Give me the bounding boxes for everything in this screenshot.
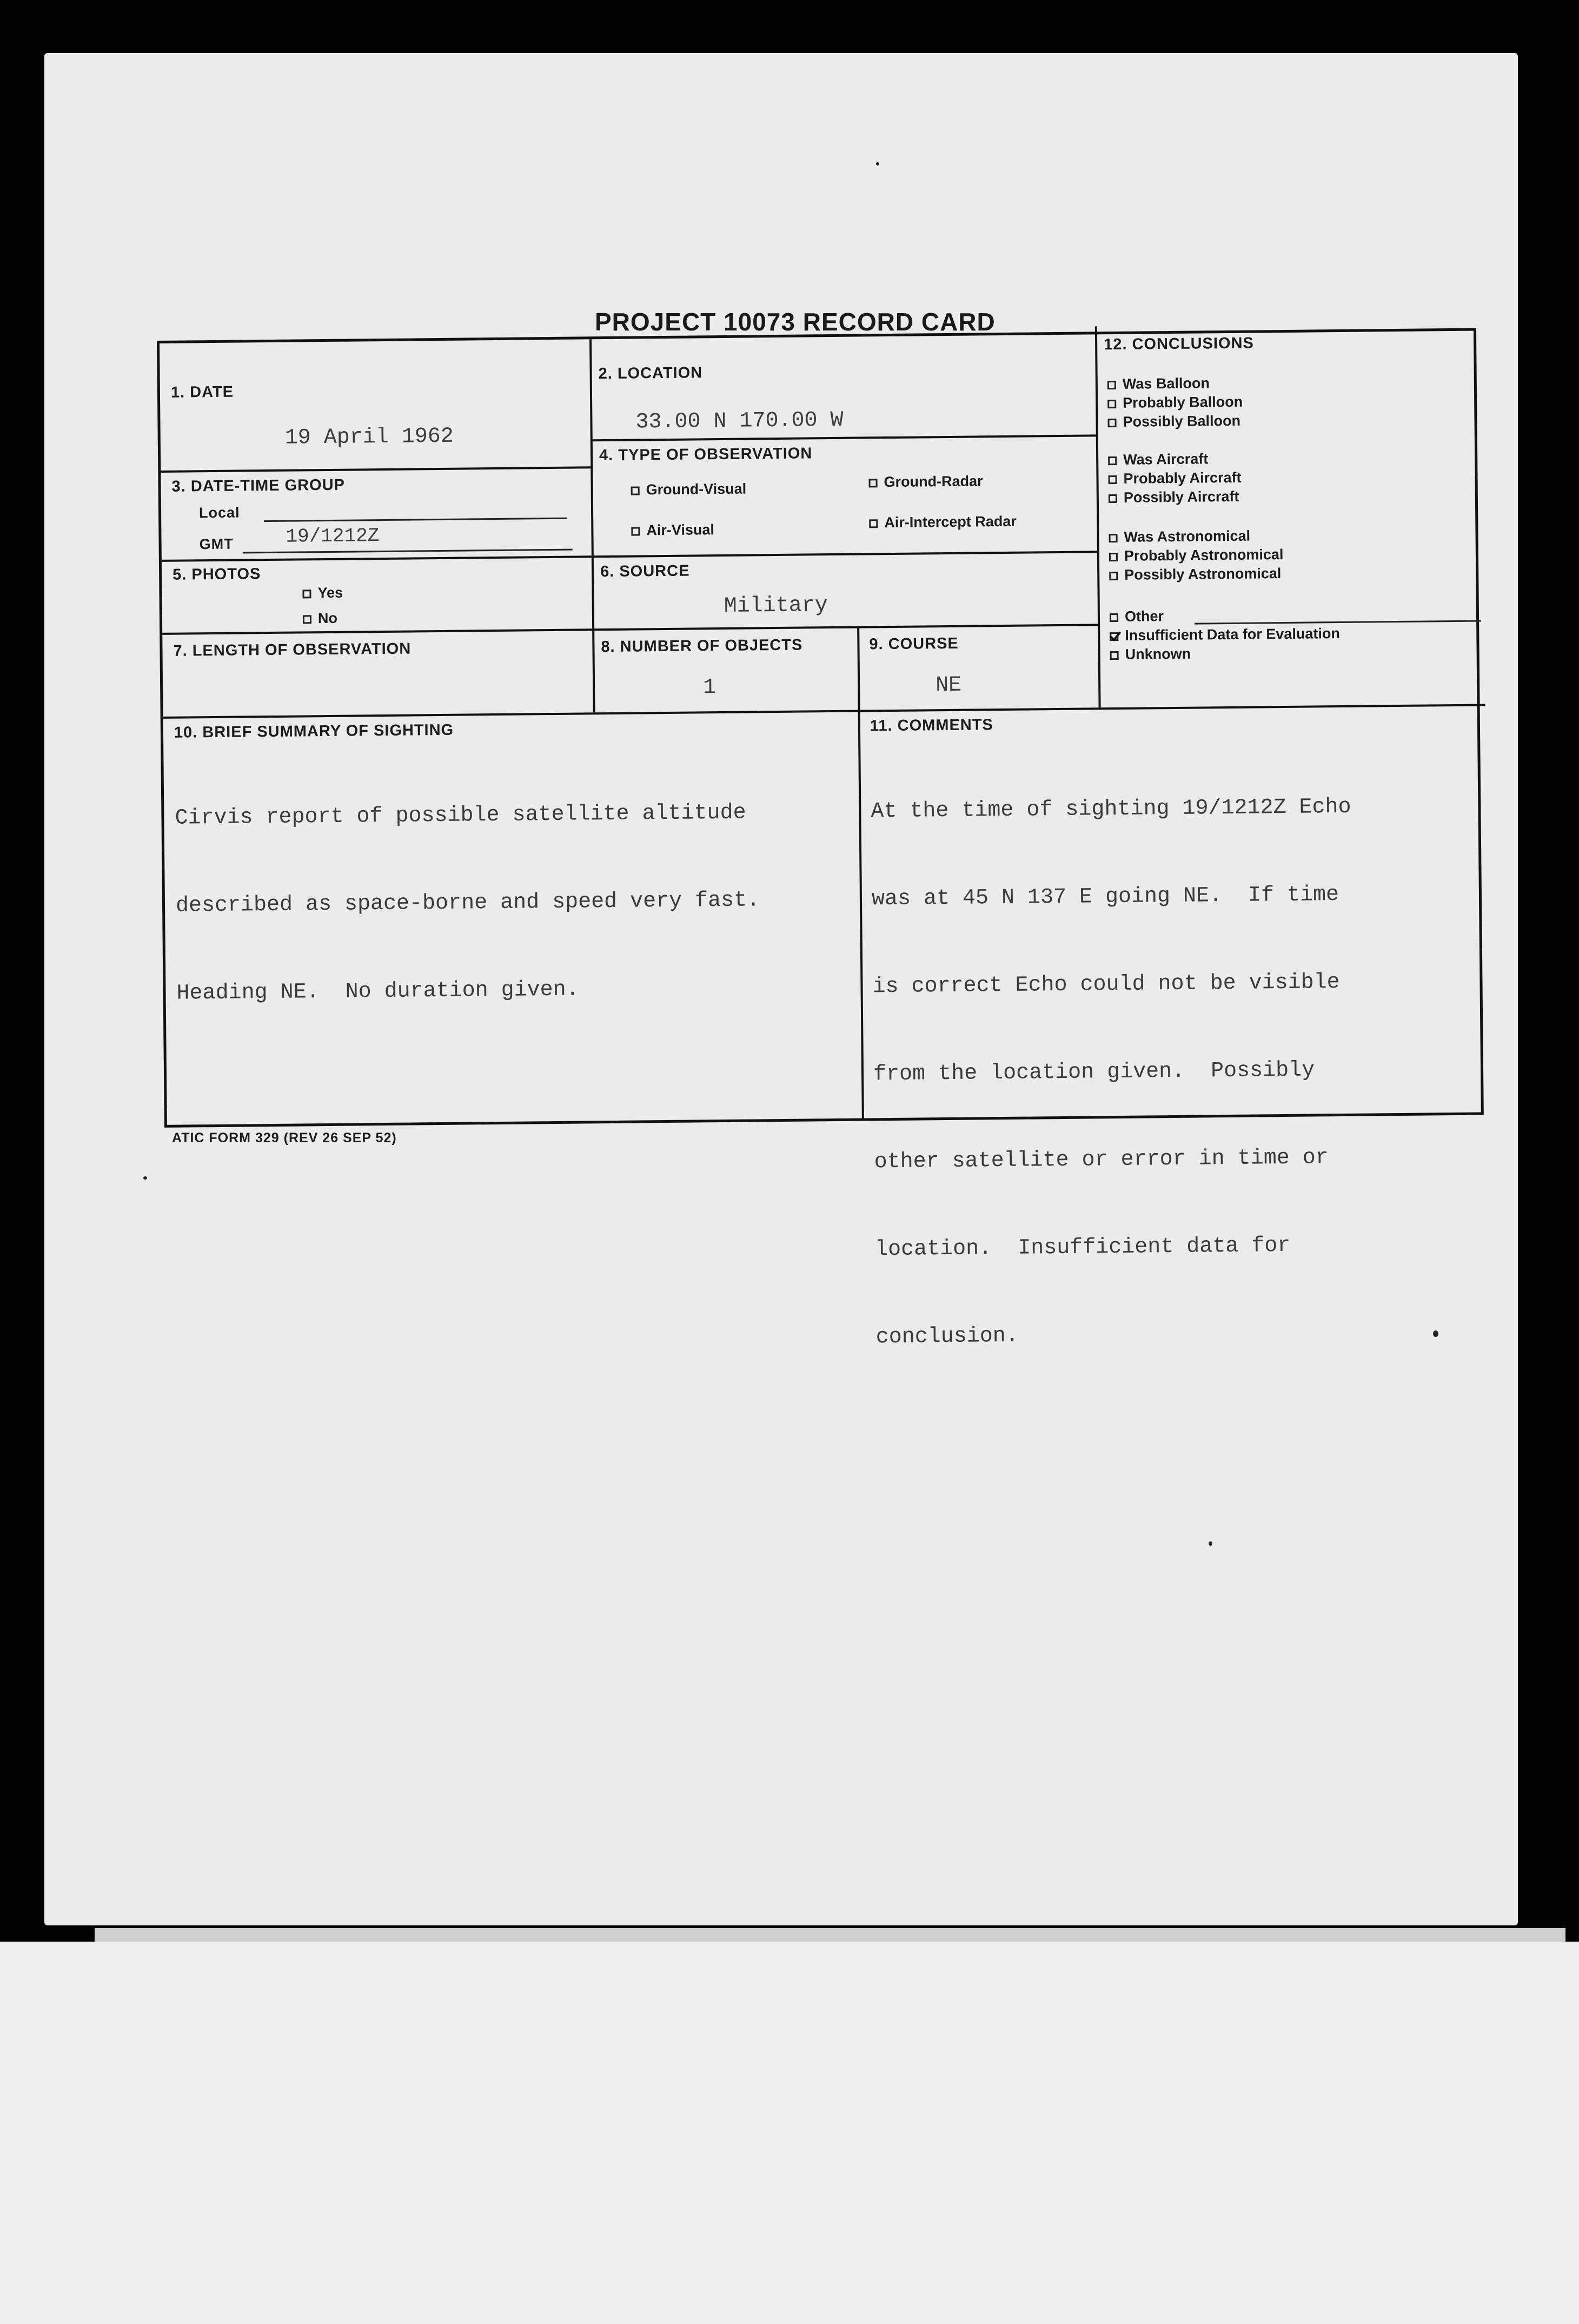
checkbox-icon — [631, 486, 640, 495]
photos-label: 5. PHOTOS — [173, 565, 261, 584]
comments-line: At the time of sighting 19/1212Z Echo — [871, 794, 1351, 824]
local-line — [264, 518, 567, 522]
comments-line: is correct Echo could not be visible — [872, 970, 1340, 999]
checkbox-icon — [1110, 613, 1118, 622]
location-value: 33.00 N 170.00 W — [635, 408, 844, 435]
comments-line: was at 45 N 137 E going NE. If time — [871, 883, 1339, 912]
summary-line: Cirvis report of possible satellite altitude — [175, 800, 746, 831]
option-probably-astronomical[interactable]: Probably Astronomical — [1109, 546, 1284, 565]
summary-line: described as space-borne and speed very fast. — [175, 888, 760, 918]
field-source — [592, 551, 1098, 628]
option-possibly-astronomical[interactable]: Possibly Astronomical — [1109, 565, 1281, 584]
gmt-label: GMT — [199, 535, 234, 553]
field-comments — [858, 704, 1489, 1350]
summary-line: Heading NE. No duration given. — [176, 977, 579, 1006]
checkbox-icon — [1108, 456, 1117, 465]
option-possibly-aircraft[interactable]: Possibly Aircraft — [1109, 488, 1239, 506]
card-title: PROJECT 10073 RECORD CARD — [595, 308, 996, 336]
other-line — [1195, 620, 1481, 625]
brief-summary-text — [174, 740, 761, 1067]
checkbox-icon — [1109, 534, 1118, 542]
field-date — [160, 369, 591, 471]
dust-speck — [1209, 1541, 1212, 1546]
option-probably-aircraft[interactable]: Probably Aircraft — [1108, 469, 1241, 487]
checked-box-icon — [1110, 632, 1118, 641]
checkbox-icon — [1110, 651, 1119, 660]
source-label: 6. SOURCE — [600, 562, 690, 581]
checkbox-icon — [631, 527, 640, 535]
backing-page — [0, 1942, 1579, 2324]
option-probably-balloon[interactable]: Probably Balloon — [1107, 394, 1243, 412]
checkbox-icon — [1107, 419, 1116, 427]
field-conclusions — [1095, 322, 1485, 707]
course-label: 9. COURSE — [869, 634, 959, 653]
field-location — [589, 334, 1096, 439]
option-air-visual[interactable]: Air-Visual — [631, 521, 714, 539]
source-value: Military — [724, 593, 828, 619]
course-value: NE — [935, 673, 962, 698]
checkbox-icon — [1109, 553, 1118, 561]
option-was-aircraft[interactable]: Was Aircraft — [1108, 451, 1208, 468]
option-insufficient-data[interactable]: Insufficient Data for Evaluation — [1110, 625, 1340, 644]
length-of-observation-label: 7. LENGTH OF OBSERVATION — [173, 640, 412, 660]
date-value: 19 April 1962 — [284, 424, 454, 451]
checkbox-icon — [869, 519, 878, 528]
checkbox-icon — [1109, 572, 1118, 580]
field-brief-summary — [163, 710, 862, 1128]
comments-line: other satellite or error in time or — [874, 1146, 1329, 1175]
comments-text — [870, 734, 1357, 1411]
option-unknown[interactable]: Unknown — [1110, 646, 1191, 663]
field-date-time-group — [161, 466, 592, 560]
gmt-line — [243, 549, 573, 554]
checkbox-icon — [1107, 381, 1116, 389]
field-number-of-objects — [592, 626, 858, 713]
option-ground-radar[interactable]: Ground-Radar — [868, 473, 983, 491]
date-time-group-label: 3. DATE-TIME GROUP — [171, 476, 346, 495]
comments-label: 11. COMMENTS — [870, 716, 993, 735]
comments-line: from the location given. Possibly — [873, 1058, 1315, 1087]
option-other[interactable]: Other — [1110, 608, 1164, 625]
dust-speck — [876, 162, 879, 165]
location-label: 2. LOCATION — [598, 364, 703, 383]
conclusions-label: 12. CONCLUSIONS — [1103, 334, 1254, 354]
number-of-objects-label: 8. NUMBER OF OBJECTS — [601, 636, 803, 656]
field-length-of-observation — [162, 628, 593, 717]
field-type-of-observation — [591, 434, 1097, 555]
option-was-astronomical[interactable]: Was Astronomical — [1109, 528, 1250, 546]
field-course — [857, 624, 1098, 710]
checkbox-icon — [302, 590, 311, 598]
gmt-value: 19/1212Z — [286, 525, 380, 548]
option-air-intercept-radar[interactable]: Air-Intercept Radar — [869, 513, 1017, 532]
checkbox-icon — [1109, 494, 1117, 503]
local-label: Local — [198, 504, 240, 521]
option-possibly-balloon[interactable]: Possibly Balloon — [1107, 413, 1240, 431]
type-of-observation-label: 4. TYPE OF OBSERVATION — [599, 445, 813, 465]
checkbox-icon — [869, 479, 878, 487]
number-of-objects-value: 1 — [702, 676, 716, 700]
dust-speck — [143, 1176, 147, 1180]
checkbox-icon — [303, 615, 311, 624]
comments-line: conclusion. — [875, 1323, 1019, 1350]
dust-speck — [1433, 1330, 1438, 1337]
comments-line: location. Insufficient data for — [874, 1233, 1291, 1262]
date-label: 1. DATE — [170, 383, 234, 401]
checkbox-icon — [1108, 475, 1117, 484]
option-was-balloon[interactable]: Was Balloon — [1107, 375, 1210, 393]
checkbox-icon — [1107, 400, 1116, 408]
field-photos — [162, 555, 592, 633]
brief-summary-label: 10. BRIEF SUMMARY OF SIGHTING — [174, 721, 454, 741]
option-photos-yes[interactable]: Yes — [302, 585, 343, 602]
form-number: ATIC FORM 329 (REV 26 SEP 52) — [172, 1130, 397, 1146]
option-photos-no[interactable]: No — [303, 610, 337, 627]
option-ground-visual[interactable]: Ground-Visual — [631, 481, 747, 499]
